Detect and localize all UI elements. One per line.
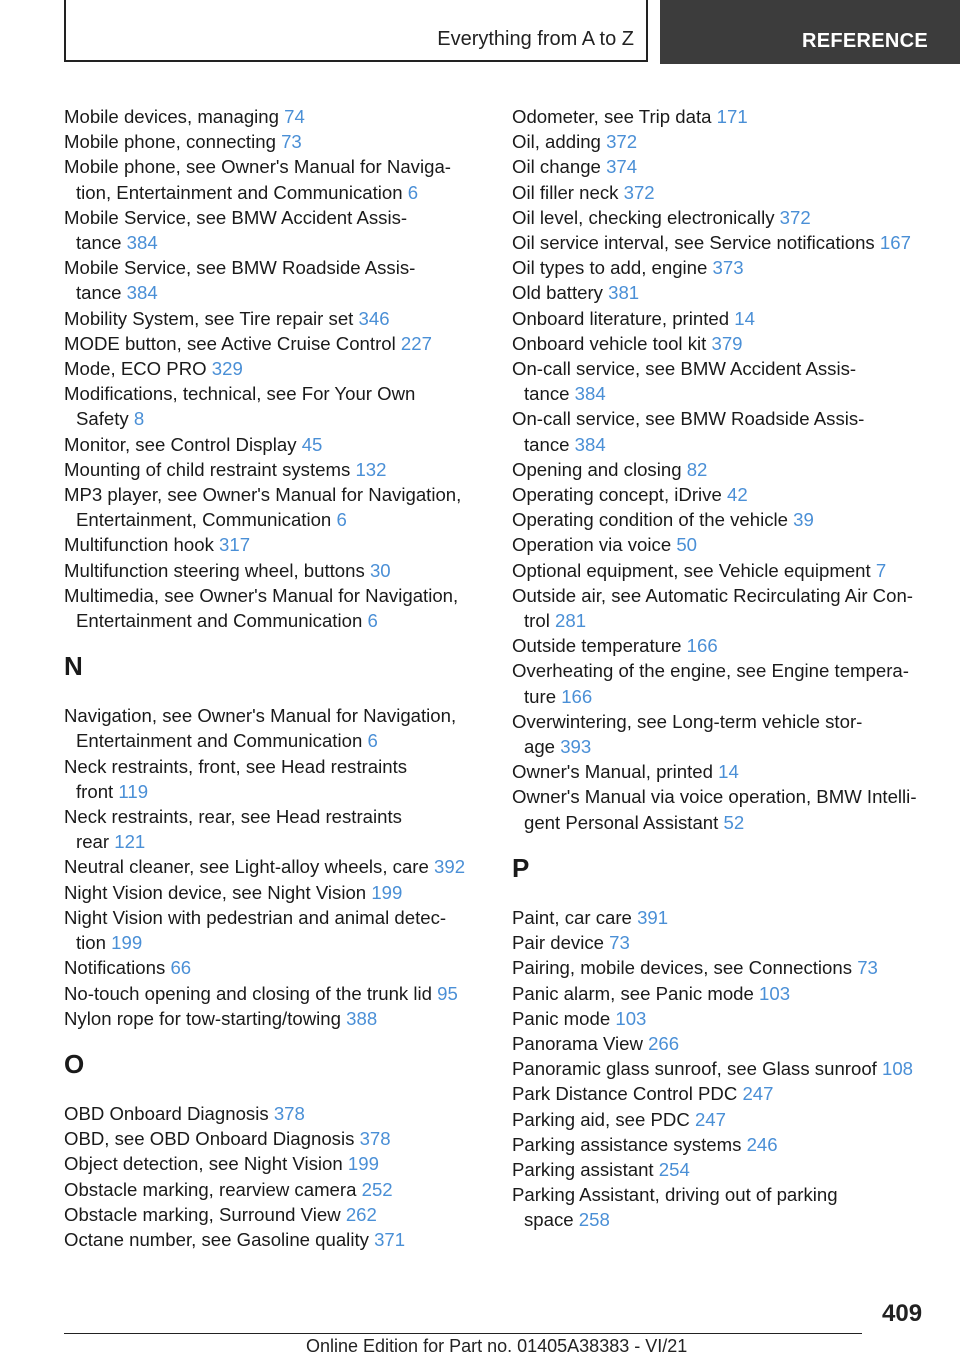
index-entry [512,230,932,255]
index-entry-text: tance [76,232,122,254]
index-page-link[interactable]: 371 [374,1228,406,1250]
index-entry [512,507,932,532]
index-entry-text: Overheating of the engine, see Engine tempera- [512,660,909,682]
index-entry [512,457,932,482]
index-page-link[interactable]: 254 [658,1158,690,1180]
index-page-link[interactable]: 74 [284,106,305,127]
index-entry [64,255,484,305]
index-page-link[interactable]: 30 [369,559,391,581]
index-entry-text: Opening and closing [512,458,682,480]
index-page-link[interactable]: 103 [759,982,791,1004]
index-entry-text: Owner's Manual, printed [512,761,713,783]
page-number: 409 [882,1300,923,1327]
index-entry [512,154,932,179]
index-page-link[interactable]: 252 [361,1178,393,1200]
index-entry [64,1006,484,1031]
index-entry-text: Entertainment and Communication [76,610,363,632]
index-entry-text: Operating condition of the vehicle [512,509,788,531]
index-column-right [512,104,932,1233]
index-entry-text: Panoramic glass sunroof, see Glass sunroof [512,1058,877,1080]
index-entry-text: space [524,1209,574,1231]
index-entry-text: tion, Entertainment and Communication [76,181,403,203]
index-entry [64,1126,484,1151]
index-entry [64,583,484,633]
index-page-link[interactable]: 52 [723,811,745,833]
index-page-link[interactable]: 262 [345,1203,377,1225]
index-page-link[interactable]: 372 [606,131,638,153]
index-entry [64,558,484,583]
index-entry-text: Paint, car care [512,906,632,928]
index-entry [64,1177,484,1202]
index-page-link[interactable]: 103 [615,1007,647,1029]
index-entry-text: tion [76,932,106,954]
index-entry-text: Panic mode [512,1007,611,1029]
index-page-link[interactable]: 393 [560,736,592,758]
index-page-link[interactable]: 384 [574,433,606,455]
index-entry [64,1227,484,1252]
index-entry-text: Mobile devices, managing [64,106,279,127]
index-page-link[interactable]: 373 [712,257,744,279]
index-entry-text: Panorama View [512,1032,643,1054]
index-entry-text: Operation via voice [512,534,672,556]
index-entry-text: Octane number, see Gasoline quality [64,1228,369,1250]
index-page-link[interactable]: 6 [367,610,378,632]
index-entry [512,1006,932,1031]
index-page-link[interactable]: 45 [301,433,323,455]
index-entry-text: Neck restraints, front, see Head restraints [64,755,408,777]
index-entry-text: Monitor, see Control Display [64,433,297,455]
index-entry [512,205,932,230]
index-page-link[interactable]: 266 [648,1032,680,1054]
index-page-link[interactable]: 378 [359,1128,391,1150]
index-entry-text: tance [76,282,122,304]
index-entry-text: OBD Onboard Diagnosis [64,1102,269,1124]
header-chapter-label: REFERENCE [802,30,929,52]
index-entry-text: rear [76,831,110,853]
index-entry [64,905,484,955]
index-page-link[interactable]: 50 [676,534,698,556]
index-entry-text: Mobile Service, see BMW Accident Assis- [64,206,408,228]
index-page-link[interactable]: 167 [879,232,911,254]
index-entry [64,331,484,356]
index-letter-heading: P [512,852,530,883]
index-entry-text: Onboard vehicle tool kit [512,332,707,354]
index-entry [64,104,484,129]
index-page-link[interactable]: 7 [875,559,887,581]
header-section-title: Everything from A to Z [437,28,634,50]
index-entry-text: tance [524,433,570,455]
index-entry [512,1107,932,1132]
index-entry [64,532,484,557]
index-entry [512,759,932,784]
index-entry-text: Oil filler neck [512,181,619,203]
index-entry-text: Onboard literature, printed [512,307,730,329]
index-entry [64,356,484,381]
index-entry [64,457,484,482]
index-page-link[interactable]: 329 [211,358,243,380]
index-entry-text: OBD, see OBD Onboard Diagnosis [64,1128,355,1150]
index-entry-text: Obstacle marking, Surround View [64,1203,341,1225]
index-page-link[interactable]: 6 [367,730,378,752]
index-entry [512,180,932,205]
footer-edition: Online Edition for Part no. 01405A38383 - VI/21 [306,1336,688,1356]
index-entry-text: No-touch opening and closing of the trunk lid [64,982,432,1004]
index-entry-text: trol [524,610,550,632]
index-entry-text: Oil types to add, engine [512,257,708,279]
index-entry-text: gent Personal Assistant [524,811,719,833]
index-entry [64,154,484,204]
index-page-link[interactable]: 317 [219,534,251,556]
index-entry-text: Optional equipment, see Vehicle equipment [512,559,871,581]
index-entry [64,703,484,753]
index-page-link[interactable]: 391 [637,906,669,928]
header-chapter-tab [660,0,960,64]
index-page-link[interactable]: 388 [346,1007,378,1029]
index-page-link[interactable]: 132 [355,458,387,480]
index-entry-text: On-call service, see BMW Roadside Assis- [512,408,865,430]
index-entry [64,129,484,154]
index-entry-text: Parking Assistant, driving out of parking [512,1184,838,1206]
index-page-link[interactable]: 6 [336,509,347,531]
index-page-link[interactable]: 374 [606,156,638,178]
index-entry [64,804,484,854]
index-letter-heading: O [64,1048,85,1079]
index-entry [512,930,932,955]
index-entry-text: Odometer, see Trip data [512,106,712,127]
index-entry [512,1157,932,1182]
index-entry [512,709,932,759]
index-entry-text: MP3 player, see Owner's Manual for Navigation, [64,484,462,506]
index-page-link[interactable]: 258 [578,1209,610,1231]
index-entry-text: Modifications, technical, see For Your Own [64,383,416,405]
index-page-link[interactable]: 246 [746,1133,778,1155]
index-page-link[interactable]: 73 [281,131,302,153]
index-entry [64,205,484,255]
index-entry-text: Oil level, checking electronically [512,206,775,228]
index-entry-text: Nylon rope for tow-starting/towing [64,1007,341,1029]
index-page-link[interactable]: 39 [793,509,814,531]
index-entry [512,905,932,930]
index-entry [64,854,484,879]
index-entry-text: front [76,780,114,802]
index-page-link[interactable]: 6 [407,181,419,203]
index-entry-text: Overwintering, see Long-term vehicle stor- [512,710,863,732]
index-page-link[interactable]: 346 [358,307,390,329]
index-entry-text: MODE button, see Active Cruise Control [64,332,396,354]
index-entry-text: Park Distance Control PDC [512,1083,738,1105]
index-entry [512,955,932,980]
index-entry-text: Night Vision with pedestrian and animal detec- [64,906,447,928]
index-page-link[interactable]: 199 [371,881,403,903]
index-entry [512,784,932,834]
index-entry [64,754,484,804]
index-page-link[interactable]: 384 [126,282,158,304]
footer-divider [64,1333,862,1334]
index-page-link[interactable]: 247 [694,1108,726,1130]
index-entry-text: Operating concept, iDrive [512,484,722,506]
index-entry-text: Multimedia, see Owner's Manual for Navigation, [64,584,459,606]
index-page-link[interactable]: 384 [574,383,606,405]
index-page-link[interactable]: 119 [118,780,149,802]
index-entry-text: Safety [76,408,129,430]
index-entry [512,104,932,129]
index-page-link[interactable]: 392 [434,856,466,878]
index-page-link[interactable]: 14 [718,761,739,783]
index-entry [64,1151,484,1176]
index-entry-text: Parking aid, see PDC [512,1108,690,1130]
index-entry [64,880,484,905]
index-entry [64,432,484,457]
index-entry [512,981,932,1006]
index-page-link[interactable]: 95 [437,982,458,1004]
index-page-link[interactable]: 166 [561,685,593,707]
index-entry-text: Parking assistance systems [512,1133,742,1155]
index-entry-text: Pair device [512,932,604,954]
index-page-link[interactable]: 42 [726,484,748,506]
index-entry-text: Owner's Manual via voice operation, BMW Intelli- [512,786,917,808]
index-page-link[interactable]: 8 [133,408,145,430]
index-page-link[interactable]: 166 [686,635,718,657]
index-entry-text: Multifunction hook [64,534,214,556]
index-page-link[interactable]: 372 [779,206,811,228]
index-entry-text: tance [524,383,570,405]
index-page-link[interactable]: 121 [114,831,146,853]
index-entry [512,406,932,456]
index-page-link[interactable]: 108 [882,1058,914,1080]
index-entry [512,482,932,507]
index-entry [512,532,932,557]
index-entry [64,1202,484,1227]
index-entry [512,1182,932,1232]
index-page-link[interactable]: 73 [609,932,630,954]
index-entry-text: Mobile phone, see Owner's Manual for Naviga- [64,156,451,178]
index-entry-text: Panic alarm, see Panic mode [512,982,754,1004]
index-entry-text: Oil change [512,156,601,178]
index-page-link[interactable]: 247 [742,1083,774,1105]
header-section-box [64,0,648,62]
index-entry-text: Obstacle marking, rearview camera [64,1178,357,1200]
index-page-link[interactable]: 199 [347,1153,379,1175]
index-page-link[interactable]: 171 [716,106,748,127]
index-entry-text: Mode, ECO PRO [64,358,207,380]
index-entry [512,331,932,356]
index-page-link[interactable]: 82 [686,458,708,480]
index-entry [64,381,484,431]
index-entry [512,658,932,708]
index-entry-text: Old battery [512,282,603,304]
index-page-link[interactable]: 281 [555,610,587,632]
index-letter-heading: N [64,651,83,682]
index-entry [512,129,932,154]
index-page-link[interactable]: 384 [126,232,158,254]
index-entry [512,558,932,583]
index-entry-text: Entertainment and Communication [76,730,363,752]
index-entry-text: Neck restraints, rear, see Head restraints [64,806,402,828]
index-page-link[interactable]: 378 [273,1102,305,1124]
index-entry [64,482,484,532]
index-entry [512,583,932,633]
index-entry [512,633,932,658]
index-entry-text: Pairing, mobile devices, see Connections [512,957,853,979]
index-entry-text: Neutral cleaner, see Light-alloy wheels, care [64,856,429,878]
index-entry-text: On-call service, see BMW Accident Assis- [512,358,857,380]
index-entry-text: Outside air, see Automatic Recirculating Air Con- [512,584,913,606]
index-page-link[interactable]: 66 [170,957,192,979]
index-entry-text: age [524,736,556,758]
index-entry-text: Mounting of child restraint systems [64,458,351,480]
index-entry [512,255,932,280]
index-entry-text: Object detection, see Night Vision [64,1153,343,1175]
index-entry [512,356,932,406]
index-entry [512,280,932,305]
index-page-link[interactable]: 381 [608,282,640,304]
index-entry [64,955,484,980]
index-entry [512,1081,932,1106]
index-entry [512,306,932,331]
index-page-link[interactable]: 14 [734,307,755,329]
index-entry-text: Notifications [64,957,166,979]
index-entry [512,1132,932,1157]
index-entry-text: Mobility System, see Tire repair set [64,307,354,329]
index-page-link[interactable]: 73 [857,957,878,979]
index-entry-text: Navigation, see Owner's Manual for Navigation, [64,705,457,727]
index-entry-text: Multifunction steering wheel, buttons [64,559,365,581]
index-entry-text: Entertainment, Communication [76,509,332,531]
index-page-link[interactable]: 379 [711,332,743,354]
index-entry-text: Oil, adding [512,131,601,153]
index-page-link[interactable]: 372 [623,181,655,203]
index-entry [64,981,484,1006]
index-entry-text: Outside temperature [512,635,682,657]
index-entry-text: Night Vision device, see Night Vision [64,881,367,903]
index-page-link[interactable]: 199 [111,932,143,954]
index-entry [64,306,484,331]
index-entry [64,1101,484,1126]
index-entry-text: Oil service interval, see Service notifications [512,232,875,254]
index-entry-text: ture [524,685,557,707]
index-entry-text: Mobile Service, see BMW Roadside Assis- [64,257,416,279]
index-entry-text: Mobile phone, connecting [64,131,276,153]
index-page-link[interactable]: 227 [400,332,432,354]
index-entry [512,1056,932,1081]
index-entry [512,1031,932,1056]
index-column-left [64,104,484,1252]
index-entry-text: Parking assistant [512,1158,654,1180]
